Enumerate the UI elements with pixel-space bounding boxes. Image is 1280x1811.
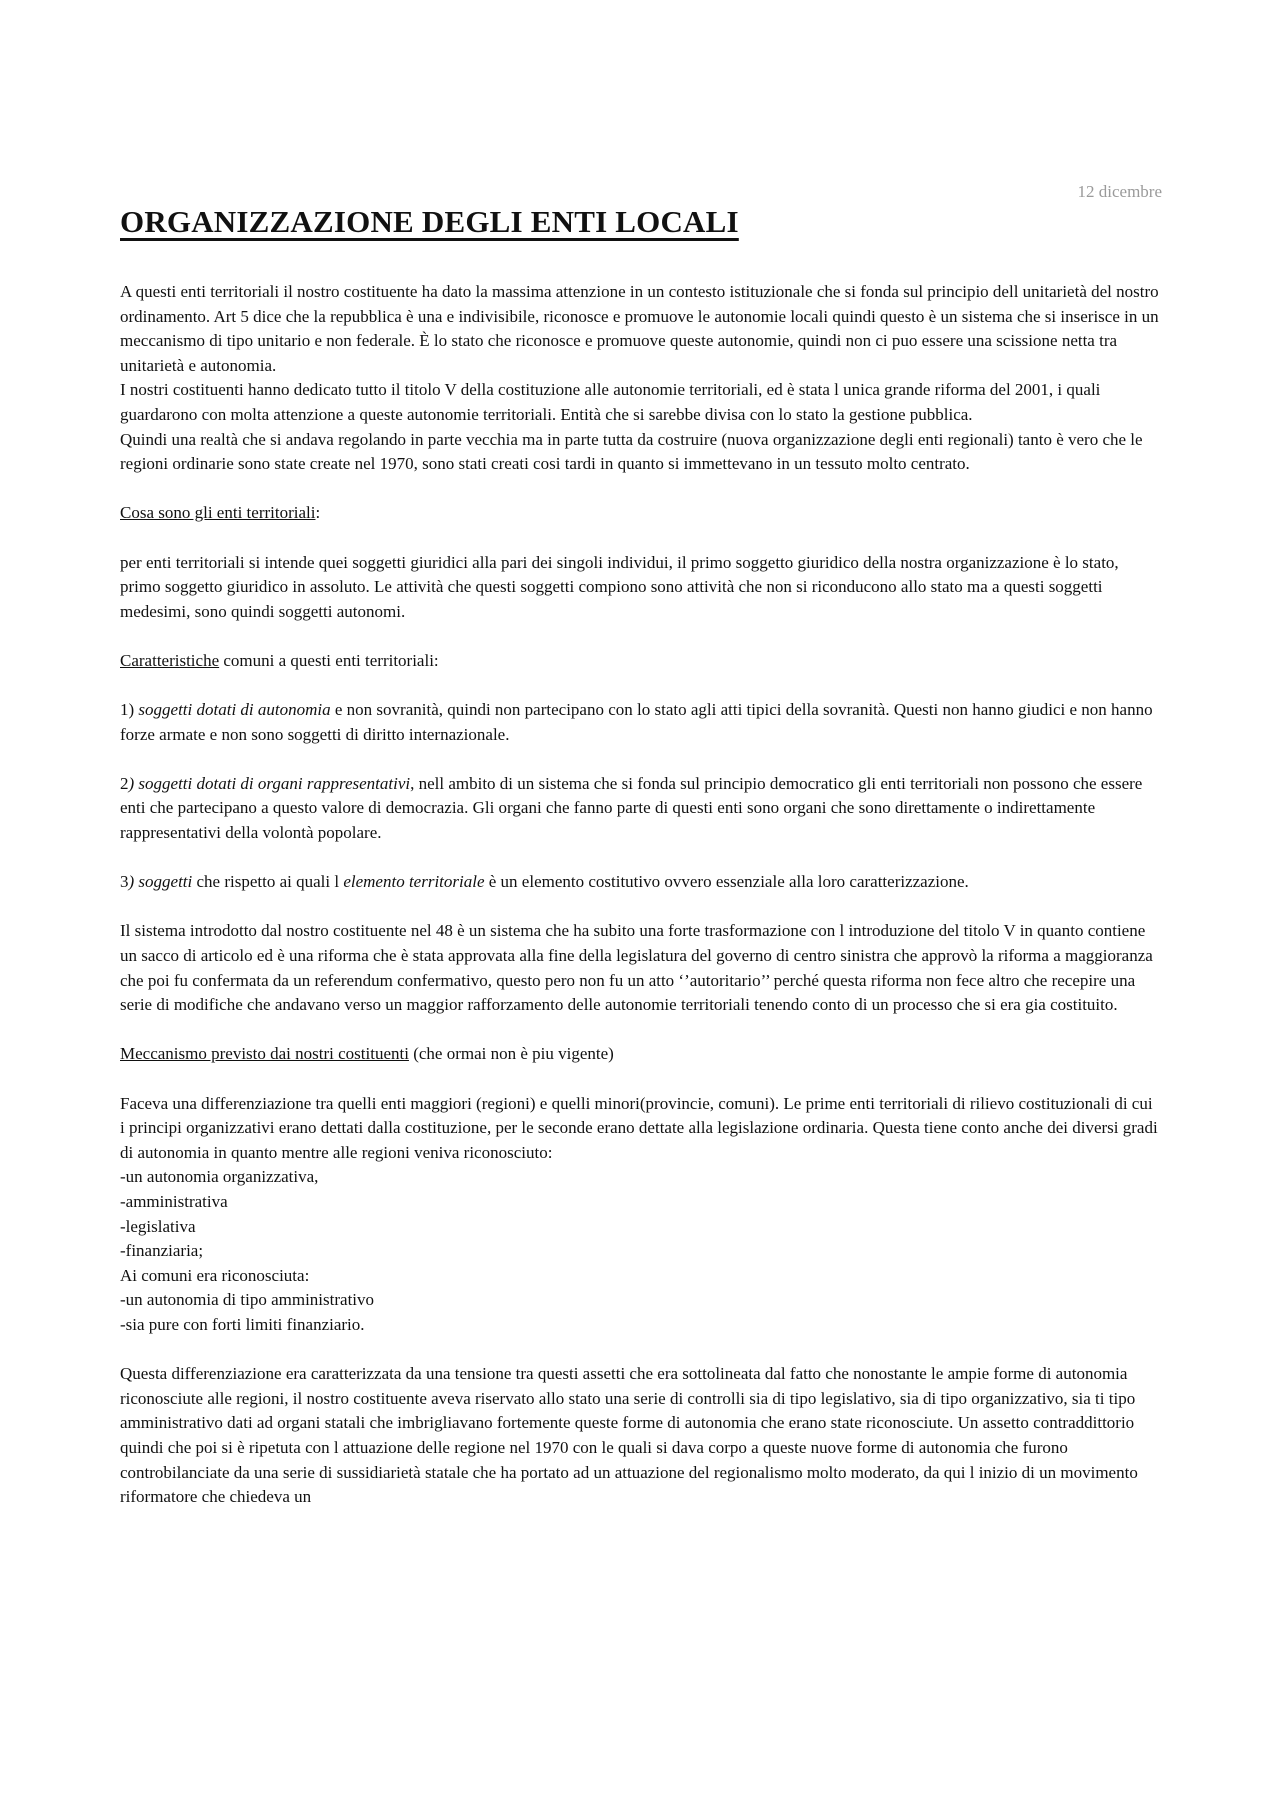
list-item: -legislativa [120,1216,196,1236]
spacer [120,1067,1160,1092]
heading-rest: (che ormai non è piu vigente) [408,1044,614,1064]
spacer [120,624,1160,649]
list-item: -un autonomia organizzativa, [120,1167,319,1187]
caratteristica-item-3 [120,870,1160,895]
spacer [120,895,1160,920]
list-item: -amministrativa [120,1191,228,1211]
item-text: che rispetto ai quali l [192,872,344,892]
heading-underlined-text: Cosa sono gli enti territoriali [120,503,316,523]
spacer [120,526,1160,551]
page-title: ORGANIZZAZIONE DEGLI ENTI LOCALI [120,204,739,239]
item-number: 1) [120,700,139,720]
caratteristica-item-2 [120,772,1160,846]
spacer [120,747,1160,772]
document-body [120,280,1160,1510]
item-text: , nell ambito di un sistema che si fonda sul principio democratico gli enti territoriali non possono che essere enti che partecipano a questo valore di democrazia. Gli organi che fanno parte di questi enti sono organi che sono direttamente o indirettamente rappresentativi della volontà popolare. [120,773,1143,843]
item-emphasis: ) soggetti [128,872,193,892]
item-number: 3 [120,872,129,892]
caratteristica-item-1 [120,698,1160,747]
item-text-end: è un elemento costitutivo ovvero essenziale alla loro caratterizzazione. [484,872,969,892]
section-heading-cosa-sono [120,501,1160,526]
page-date: 12 dicembre [1077,182,1162,201]
intro-paragraph-3: Quindi una realtà che si andava regolando in parte vecchia ma in parte tutta da costruire (nuova organizzazione degli enti regionali) tanto è vero che le regioni ordinarie sono state create nel 1970, sono stati creati cosi tardi in quanto si immettevano in un tessuto molto centrato. [120,429,1143,474]
spacer [120,1338,1160,1363]
list-item: -finanziaria; [120,1241,204,1261]
spacer [120,674,1160,699]
heading-suffix: : [315,503,321,523]
item-emphasis-2: elemento territoriale [343,872,485,892]
cosa-sono-paragraph: per enti territoriali si intende quei soggetti giuridici alla pari dei singoli individui, il primo soggetto giuridico della nostra organizzazione è lo stato, primo soggetto giuridico in assoluto. Le attività che questi soggetti compiono sono attività che non si riconducono allo stato ma a questi soggetti medesimi, sono quindi soggetti autonomi. [120,552,1119,621]
section-heading-caratteristiche [120,649,1160,674]
conclusione-paragraph: Questa differenziazione era caratterizzata da una tensione tra questi assetti che era sottolineata dal fatto che nonostante le ampie forme di autonomia riconosciute alle regioni, il nostro costituente aveva riservato allo stato una serie di controlli sia di tipo legislativo, sia di tipo organizzativo, sia ti tipo amministrativo dati ad organi statali che imbrigliavano fortemente queste forme di autonomia che erano state riconosciute. Un assetto contraddittorio quindi che poi si è ripetuta con l attuazione delle regione nel 1970 con le quali si dava corpo a queste nuove forme di autonomia che furono controbilanciate da una serie di sussidiarietà statale che ha portato ad un attuazione del regionalismo molto moderato, da qui l inizio di un movimento riformatore che chiedeva un [120,1364,1138,1507]
spacer [120,1018,1160,1043]
spacer [120,477,1160,502]
comuni-intro: Ai comuni era riconosciuta: [120,1265,310,1285]
meccanismo-paragraph: Faceva una differenziazione tra quelli enti maggiori (regioni) e quelli minori(provincie, comuni). Le prime enti territoriali di rilievo costituzionali di cui i principi organizzativi erano dettati dalla costituzione, per le seconde erano dettate alla legislazione ordinaria. Questa tiene conto anche dei diversi gradi di autonomia in quanto mentre alle regioni veniva riconosciuto: [120,1093,1158,1162]
list-item: -un autonomia di tipo amministrativo [120,1290,375,1310]
item-emphasis: soggetti dotati di autonomia [138,700,331,720]
item-number: 2 [120,773,129,793]
sistema-paragraph: Il sistema introdotto dal nostro costituente nel 48 è un sistema che ha subito una forte trasformazione con l introduzione del titolo V in quanto contiene un sacco di articolo ed è una riforma che è stata approvata alla fine della legislatura del governo di centro sinistra che approvò la riforma a maggioranza che poi fu confermata da un referendum confermativo, questo pero non fu un atto ‘’autoritario’’ perché questa riforma non fece altro che recepire una serie di modifiche che andavano verso un maggior rafforzamento delle autonomie territoriali tenendo conto di un processo che si era gia costituito. [120,921,1153,1015]
intro-paragraph-2: I nostri costituenti hanno dedicato tutto il titolo V della costituzione alle autonomie territoriali, ed è stata l unica grande riforma del 2001, i quali guardarono con molta attenzione a queste autonomie territoriali. Entità che si sarebbe divisa con lo stato la gestione pubblica. [120,380,1101,424]
item-text: e non sovranità, quindi non partecipano con lo stato agli atti tipici della sovranità. Questi non hanno giudici e non hanno forze armate e non sono soggetti di diritto internazionale. [120,700,1153,744]
item-emphasis: ) soggetti dotati di organi rappresentativi [128,773,411,793]
heading-underlined-text: Meccanismo previsto dai nostri costituenti [120,1044,409,1064]
heading-underlined-text: Caratteristiche [120,650,220,670]
heading-rest: comuni a questi enti territoriali: [219,650,439,670]
spacer [120,846,1160,871]
intro-paragraph-1: A questi enti territoriali il nostro costituente ha dato la massima attenzione in un contesto istituzionale che si fonda sul principio dell unitarietà del nostro ordinamento. Art 5 dice che la repubblica è una e indivisibile, riconosce e promuove le autonomie locali quindi questo è un sistema che si inserisce in un meccanismo di tipo unitario e non federale. È lo stato che riconosce e promuove queste autonomie, quindi non ci puo essere una scissione netta tra unitarietà e autonomia. [120,282,1159,375]
list-item: -sia pure con forti limiti finanziario. [120,1314,365,1334]
section-heading-meccanismo [120,1042,1160,1067]
